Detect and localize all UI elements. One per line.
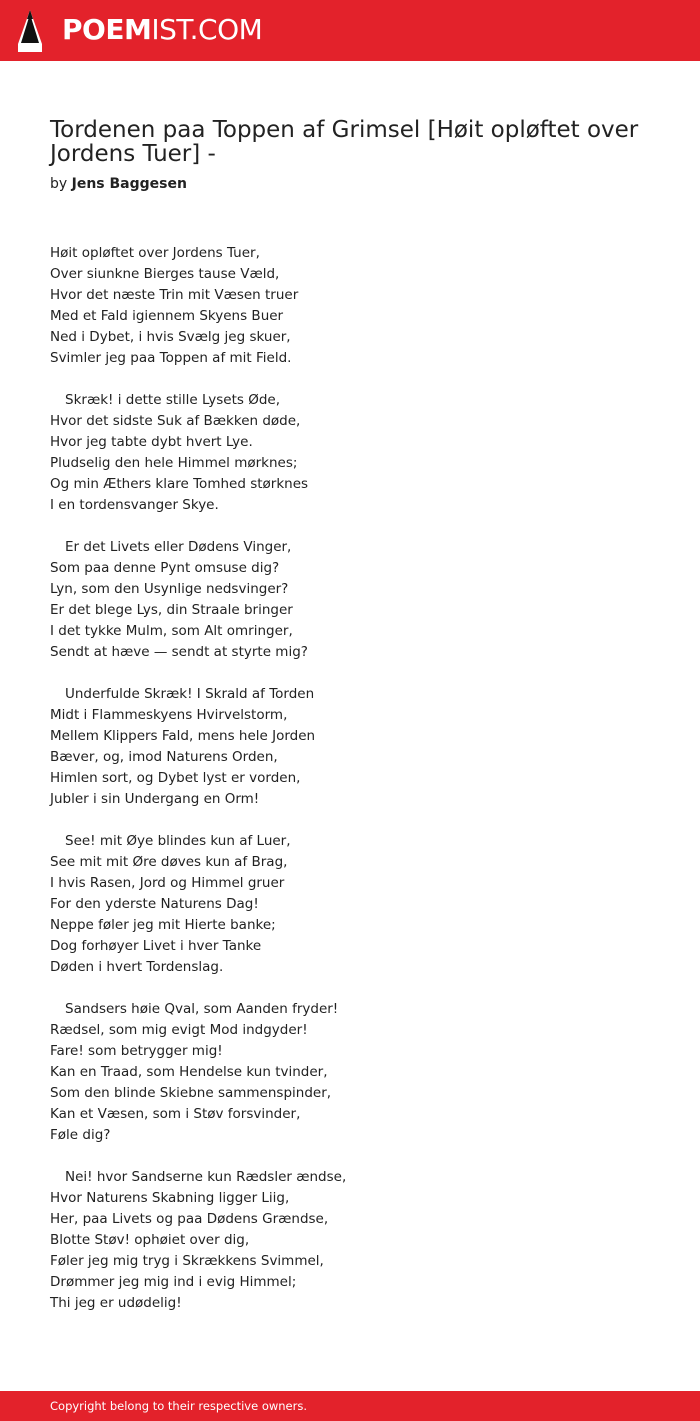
copyright-text: Copyright belong to their respective owners. — [50, 1399, 308, 1413]
poem-line: Over siunkne Bierges tause Væld, — [50, 266, 280, 282]
poem-line: Nei! hvor Sandserne kun Rædsler ændse, — [65, 1169, 347, 1185]
poem-line: I hvis Rasen, Jord og Himmel gruer — [50, 875, 285, 891]
poem-line: Hvor jeg tabte dybt hvert Lye. — [50, 434, 253, 450]
stanza — [50, 390, 650, 516]
poem-line: Skræk! i dette stille Lysets Øde, — [65, 392, 281, 408]
poem-line: Mellem Klippers Fald, mens hele Jorden — [50, 728, 316, 744]
stanza — [50, 537, 650, 663]
poem-line: Hvor det sidste Suk af Bækken døde, — [50, 413, 301, 429]
poem-line: For den yderste Naturens Dag! — [50, 896, 259, 912]
poem-line: Lyn, som den Usynlige nedsvinger? — [50, 581, 289, 597]
poem-line: Svimler jeg paa Toppen af mit Field. — [50, 350, 292, 366]
poem-line: Blotte Støv! ophøiet over dig, — [50, 1232, 250, 1248]
poem-line: Døden i hvert Tordenslag. — [50, 959, 224, 975]
poem-line: Thi jeg er udødelig! — [50, 1295, 182, 1311]
poem-title: Tordenen paa Toppen af Grimsel [Høit opløftet over Jordens Tuer] - — [50, 117, 639, 167]
poem-line: Som paa denne Pynt omsuse dig? — [50, 560, 280, 576]
poem-line: Rædsel, som mig evigt Mod indgyder! — [50, 1022, 308, 1038]
poem-line: Jubler i sin Undergang en Orm! — [50, 791, 260, 807]
stanza — [50, 1167, 650, 1314]
poem-line: Sendt at hæve — sendt at styrte mig? — [50, 644, 308, 660]
poem-line: Høit opløftet over Jordens Tuer, — [50, 245, 260, 261]
poem-line: Drømmer jeg mig ind i evig Himmel; — [50, 1274, 297, 1290]
poem-line: Hvor det næste Trin mit Væsen truer — [50, 287, 299, 303]
poem-line: Kan en Traad, som Hendelse kun tvinder, — [50, 1064, 328, 1080]
poem-line: Og min Æthers klare Tomhed størknes — [50, 476, 309, 492]
poem-line: Bæver, og, imod Naturens Orden, — [50, 749, 278, 765]
poem-line: Neppe føler jeg mit Hierte banke; — [50, 917, 276, 933]
poem-line: I det tykke Mulm, som Alt omringer, — [50, 623, 293, 639]
poem-line: Føler jeg mig tryg i Skrækkens Svimmel, — [50, 1253, 324, 1269]
poem-line: See mit mit Øre døves kun af Brag, — [50, 854, 288, 870]
stanza — [50, 243, 650, 369]
poem-line: See! mit Øye blindes kun af Luer, — [65, 833, 291, 849]
brand-light: IST.COM — [151, 13, 263, 46]
poem-line: Er det blege Lys, din Straale bringer — [50, 602, 293, 618]
poem-line: Pludselig den hele Himmel mørknes; — [50, 455, 298, 471]
stanza — [50, 684, 650, 810]
poem-line: Midt i Flammeskyens Hvirvelstorm, — [50, 707, 288, 723]
poem-line: Dog forhøyer Livet i hver Tanke — [50, 938, 262, 954]
site-header — [0, 0, 700, 61]
site-logo-text[interactable] — [62, 12, 262, 48]
poem-line: Er det Livets eller Dødens Vinger, — [65, 539, 292, 555]
poem-line: Ned i Dybet, i hvis Svælg jeg skuer, — [50, 329, 291, 345]
poem-line: Hvor Naturens Skabning ligger Liig, — [50, 1190, 290, 1206]
poem-line: Føle dig? — [50, 1127, 111, 1143]
poem-line: Som den blinde Skiebne sammenspinder, — [50, 1085, 332, 1101]
brand-bold: POEM — [62, 13, 152, 46]
site-footer — [0, 1391, 700, 1421]
byline — [50, 174, 187, 194]
poem-line: Kan et Væsen, som i Støv forsvinder, — [50, 1106, 301, 1122]
pencil-tip-icon[interactable] — [18, 10, 42, 52]
poem-line: Her, paa Livets og paa Dødens Grændse, — [50, 1211, 329, 1227]
poem-line: Sandsers høie Qval, som Aanden fryder! — [65, 1001, 339, 1017]
poem-body — [50, 243, 650, 1335]
poem-line: Underfulde Skræk! I Skrald af Torden — [65, 686, 315, 702]
poem-line: Med et Fald igiennem Skyens Buer — [50, 308, 284, 324]
poem-line: Himlen sort, og Dybet lyst er vorden, — [50, 770, 301, 786]
poem-line: I en tordensvanger Skye. — [50, 497, 219, 513]
stanza — [50, 999, 650, 1146]
by-label: by — [50, 176, 68, 192]
author-name: Jens Baggesen — [71, 176, 187, 192]
stanza — [50, 831, 650, 978]
poem-line: Fare! som betrygger mig! — [50, 1043, 223, 1059]
